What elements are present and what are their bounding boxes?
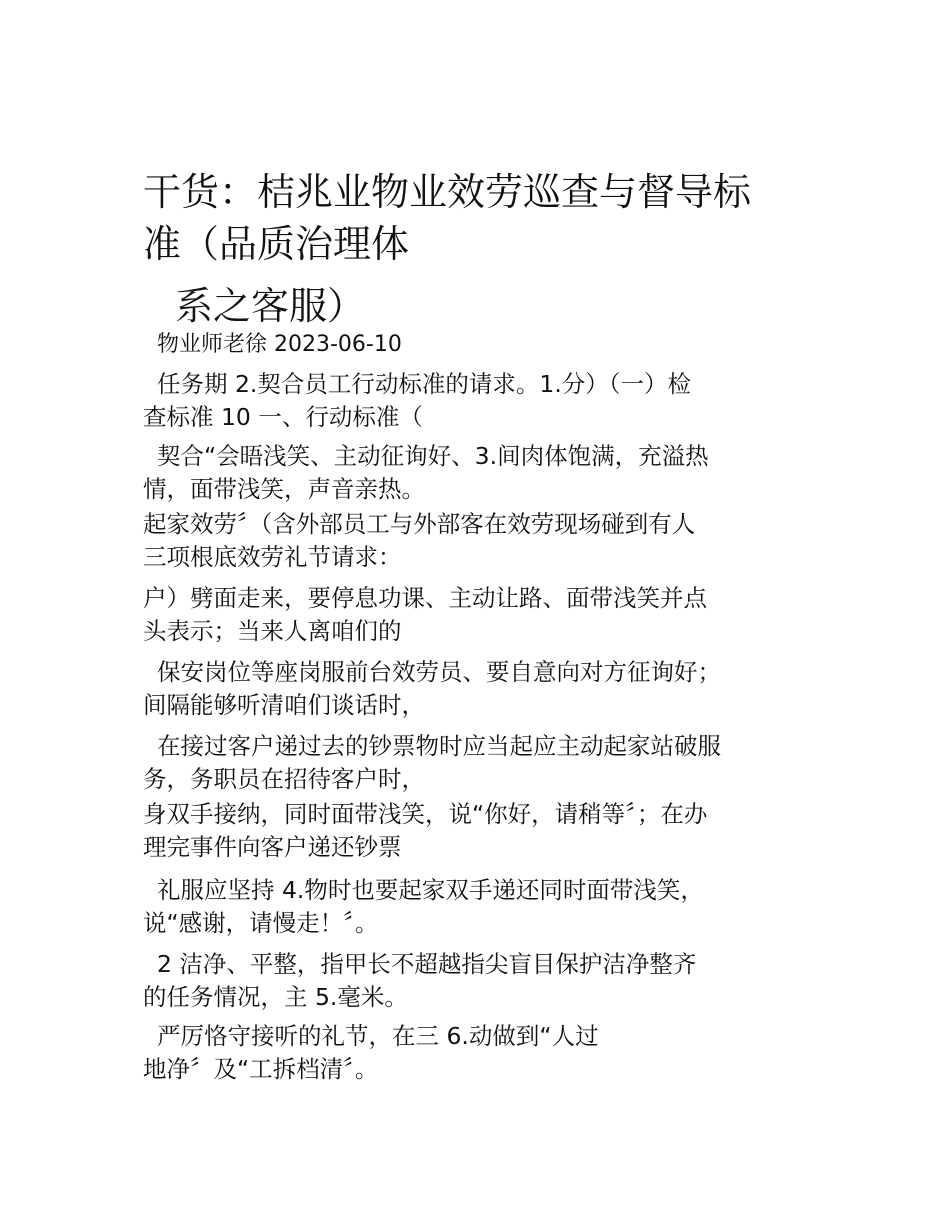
author-date: 物业师老徐 2023-06-10 bbox=[157, 332, 402, 357]
paragraph-1 bbox=[143, 368, 691, 434]
paragraph-line: 务，务职员在招待客户时， bbox=[143, 765, 425, 793]
page-title-line-2: 准（品质治理体 bbox=[143, 222, 410, 266]
page-title-line-1: 干货：桔兆业物业效劳巡查与督导标 bbox=[143, 170, 752, 214]
paragraph-line: 2 洁净、平整，指甲长不超越指尖盲目保护洁净整齐 bbox=[157, 950, 697, 978]
paragraph-line: 严厉恪守接听的礼节，在三 6.动做到“人过 bbox=[157, 1022, 599, 1050]
paragraph-4 bbox=[143, 582, 707, 648]
paragraph-5 bbox=[143, 656, 721, 722]
paragraph-9 bbox=[143, 948, 696, 1014]
paragraph-line: 契合“会晤浅笑、主动征询好、3.间肉体饱满，充溢热 bbox=[157, 442, 709, 470]
paragraph-line: 头表示；当来人离咱们的 bbox=[143, 617, 402, 645]
paragraph-line: 间隔能够听清咱们谈话时， bbox=[143, 691, 425, 719]
paragraph-2 bbox=[143, 440, 709, 506]
paragraph-10 bbox=[143, 1020, 599, 1086]
paragraph-line: 身双手接纳，同时面带浅笑，说“你好，请稍等〞；在办 bbox=[143, 800, 708, 828]
paragraph-line: 户）劈面走来，要停息功课、主动让路、面带浅笑并点 bbox=[143, 584, 707, 612]
paragraph-line: 礼服应坚持 4.物时也要起家双手递还同时面带浅笑， bbox=[157, 876, 704, 904]
page-title-line-3: 系之客服） bbox=[175, 284, 366, 328]
paragraph-line: 保安岗位等座岗服前台效劳员、要自意向对方征询好； bbox=[157, 658, 721, 686]
paragraph-line: 的任务情况，主 5.毫米。 bbox=[143, 983, 408, 1011]
paragraph-3 bbox=[143, 508, 695, 574]
paragraph-8 bbox=[143, 874, 704, 940]
paragraph-7 bbox=[143, 798, 707, 864]
paragraph-line: 起家效劳〞（含外部员工与外部客在效劳现场碰到有人 bbox=[143, 510, 696, 538]
paragraph-6 bbox=[143, 730, 721, 796]
paragraph-line: 在接过客户递过去的钞票物时应当起应主动起家站破服 bbox=[157, 732, 721, 760]
paragraph-line: 查标准 10 一、行动标准（ bbox=[143, 403, 423, 431]
paragraph-line: 情，面带浅笑，声音亲热。 bbox=[143, 475, 425, 503]
paragraph-line: 理完事件向客户递还钞票 bbox=[143, 833, 402, 861]
paragraph-line: 地净〞及“工拆档清〞。 bbox=[143, 1055, 379, 1083]
paragraph-line: 任务期 2.契合员工行动标准的请求。1.分）（一）检 bbox=[157, 370, 692, 398]
paragraph-line: 说“感谢，请慢走！〞。 bbox=[143, 909, 379, 937]
paragraph-line: 三项根底效劳礼节请求： bbox=[143, 543, 402, 571]
